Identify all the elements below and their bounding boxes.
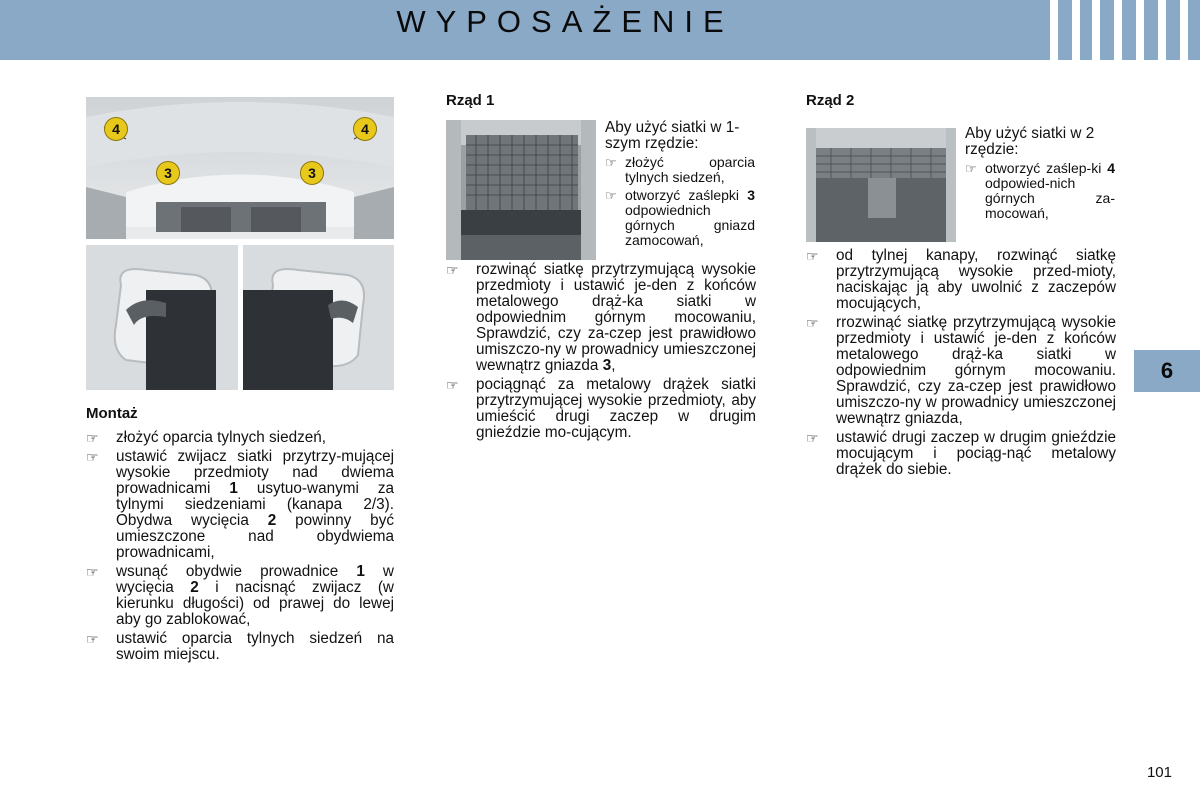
- pointing-hand-icon: ☞: [86, 430, 99, 446]
- reference-number: 1: [356, 563, 365, 580]
- list-item-text: złożyć oparcia tylnych siedzeń,: [116, 429, 327, 446]
- list-item: [446, 377, 756, 441]
- chapter-tab: 6: [1134, 350, 1200, 392]
- list-item-text: powinny być umieszczone nad obydwiema prowadnicami,: [116, 512, 394, 561]
- row2-net-illustration: [806, 128, 956, 242]
- pointing-hand-icon: ☞: [965, 161, 977, 176]
- list-item-text: otworzyć zaślep-ki: [985, 160, 1108, 176]
- header-stripes: [1040, 0, 1200, 60]
- list-item-text: rrozwinąć siatkę przytrzymującą wysokie przedmioty i ustawić je-den z końców metalowego drąż-ka siatki w odpowiednim górnym mocowaniu. Sprawdzić, czy za-czep jest prawidłowo umiszczo-ny w prowadnicy umieszczonej wewnątrz gniazda,: [836, 314, 1116, 427]
- list-item: [86, 564, 394, 628]
- list-item: [605, 155, 755, 185]
- page-header: [0, 0, 1200, 60]
- reference-number: 3: [747, 187, 755, 203]
- pointing-hand-icon: ☞: [605, 188, 617, 203]
- list-item: [806, 315, 1116, 427]
- mount-closeup-right: [243, 245, 394, 390]
- list-item: [806, 430, 1116, 478]
- rzad2-small-list: [965, 161, 1115, 221]
- mount-closeup-left: [86, 245, 238, 390]
- list-item-text: w wycięcia: [116, 563, 394, 596]
- list-item: [806, 248, 1116, 312]
- list-item: [605, 188, 755, 248]
- rzad2-intro: Aby użyć siatki w 2 rzędzie:: [965, 125, 1095, 158]
- page-title: WYPOSAŻENIE: [396, 4, 734, 39]
- reference-number: 1: [229, 480, 238, 497]
- list-item-text: rozwinąć siatkę przytrzymującą wysokie przedmioty i ustawić je-den z końców metalowego drąż-ka siatki w odpowiednim górnym mocowaniu, Sprawdzić, czy za-czep jest prawidłowo umiszczo-ny w prowadnicy umieszczonej wewnątrz gniazda: [476, 261, 756, 374]
- list-item-text: ustawić oparcia tylnych siedzeń na swoim miejscu.: [116, 630, 394, 663]
- list-item-text: i nacisnąć zwijacz (w kierunku długości) od prawej do lewej aby go zablokować,: [116, 579, 394, 628]
- rzad2-main: [806, 248, 1116, 481]
- list-item: [86, 631, 394, 663]
- list-item-text: ustawić drugi zaczep w drugim gnieździe mocującym i pociąg-nąć metalowy drążek do siebie.: [836, 429, 1116, 478]
- rzad1-main: [446, 262, 756, 444]
- list-item-text: złożyć oparcia tylnych siedzeń,: [625, 154, 755, 185]
- rzad2-heading: Rząd 2: [806, 92, 855, 109]
- callout-3-left: 3: [156, 161, 180, 185]
- page-number: 101: [1146, 764, 1172, 781]
- callout-4-right: 4: [353, 117, 377, 141]
- list-item-text: wsunąć obydwie prowadnice: [116, 563, 357, 580]
- pointing-hand-icon: ☞: [806, 430, 819, 446]
- rzad1-small-list: [605, 155, 755, 248]
- reference-number: 4: [1107, 160, 1115, 176]
- montaz-list: [86, 430, 394, 663]
- rzad1-intro-block: [605, 120, 755, 251]
- rzad1-heading: Rząd 1: [446, 92, 495, 109]
- rzad2-intro-block: [965, 126, 1115, 224]
- list-item-text: usytuo-wanymi za tylnymi siedzeniami (kanapa 2/3). Obydwa wycięcia: [116, 480, 395, 529]
- rzad1-list: [446, 262, 756, 441]
- list-item-text: pociągnąć za metalowy drążek siatki przytrzymującej wysokie przedmioty, aby umieścić drugi zaczep w drugim gnieździe mo-cującym.: [476, 376, 756, 441]
- reference-number: 3: [602, 357, 612, 374]
- list-item-text: ustawić zwijacz siatki przytrzy-mującej wysokie przedmioty nad dwiema prowadnicami: [116, 448, 394, 497]
- rzad1-heading-wrap: [446, 93, 756, 117]
- list-item-text: od tylnej kanapy, rozwinąć siatkę przytrzymującą wysokie przed-mioty, naciskając ją aby uwolnić z zaczepów mocujących,: [836, 247, 1116, 312]
- rzad2-heading-wrap: [806, 93, 1116, 117]
- rzad2-list: [806, 248, 1116, 478]
- list-item: [446, 262, 756, 374]
- pointing-hand-icon: ☞: [86, 631, 99, 647]
- list-item: [86, 430, 394, 446]
- montaz-section: [86, 406, 394, 666]
- callout-3-right: 3: [300, 161, 324, 185]
- list-item: [965, 161, 1115, 221]
- list-item-text: odpowiednich górnych gniazd zamocowań,: [625, 202, 755, 248]
- pointing-hand-icon: ☞: [605, 155, 617, 170]
- rzad1-intro: Aby użyć siatki w 1-szym rzędzie:: [605, 119, 740, 152]
- pointing-hand-icon: ☞: [86, 564, 99, 580]
- list-item: [86, 449, 394, 561]
- row1-net-illustration: [446, 120, 596, 260]
- pointing-hand-icon: ☞: [446, 262, 459, 278]
- montaz-heading: Montaż: [86, 405, 138, 422]
- roof-mounts-illustration: [86, 97, 394, 239]
- list-item-text: odpowied-nich górnych za-mocowań,: [985, 175, 1115, 221]
- pointing-hand-icon: ☞: [806, 315, 819, 331]
- pointing-hand-icon: ☞: [806, 248, 819, 264]
- list-item-text: ,: [611, 357, 616, 374]
- reference-number: 2: [190, 579, 199, 596]
- pointing-hand-icon: ☞: [446, 377, 459, 393]
- pointing-hand-icon: ☞: [86, 449, 99, 465]
- reference-number: 2: [267, 512, 277, 529]
- list-item-text: otworzyć zaślepki: [625, 187, 748, 203]
- callout-4-left: 4: [104, 117, 128, 141]
